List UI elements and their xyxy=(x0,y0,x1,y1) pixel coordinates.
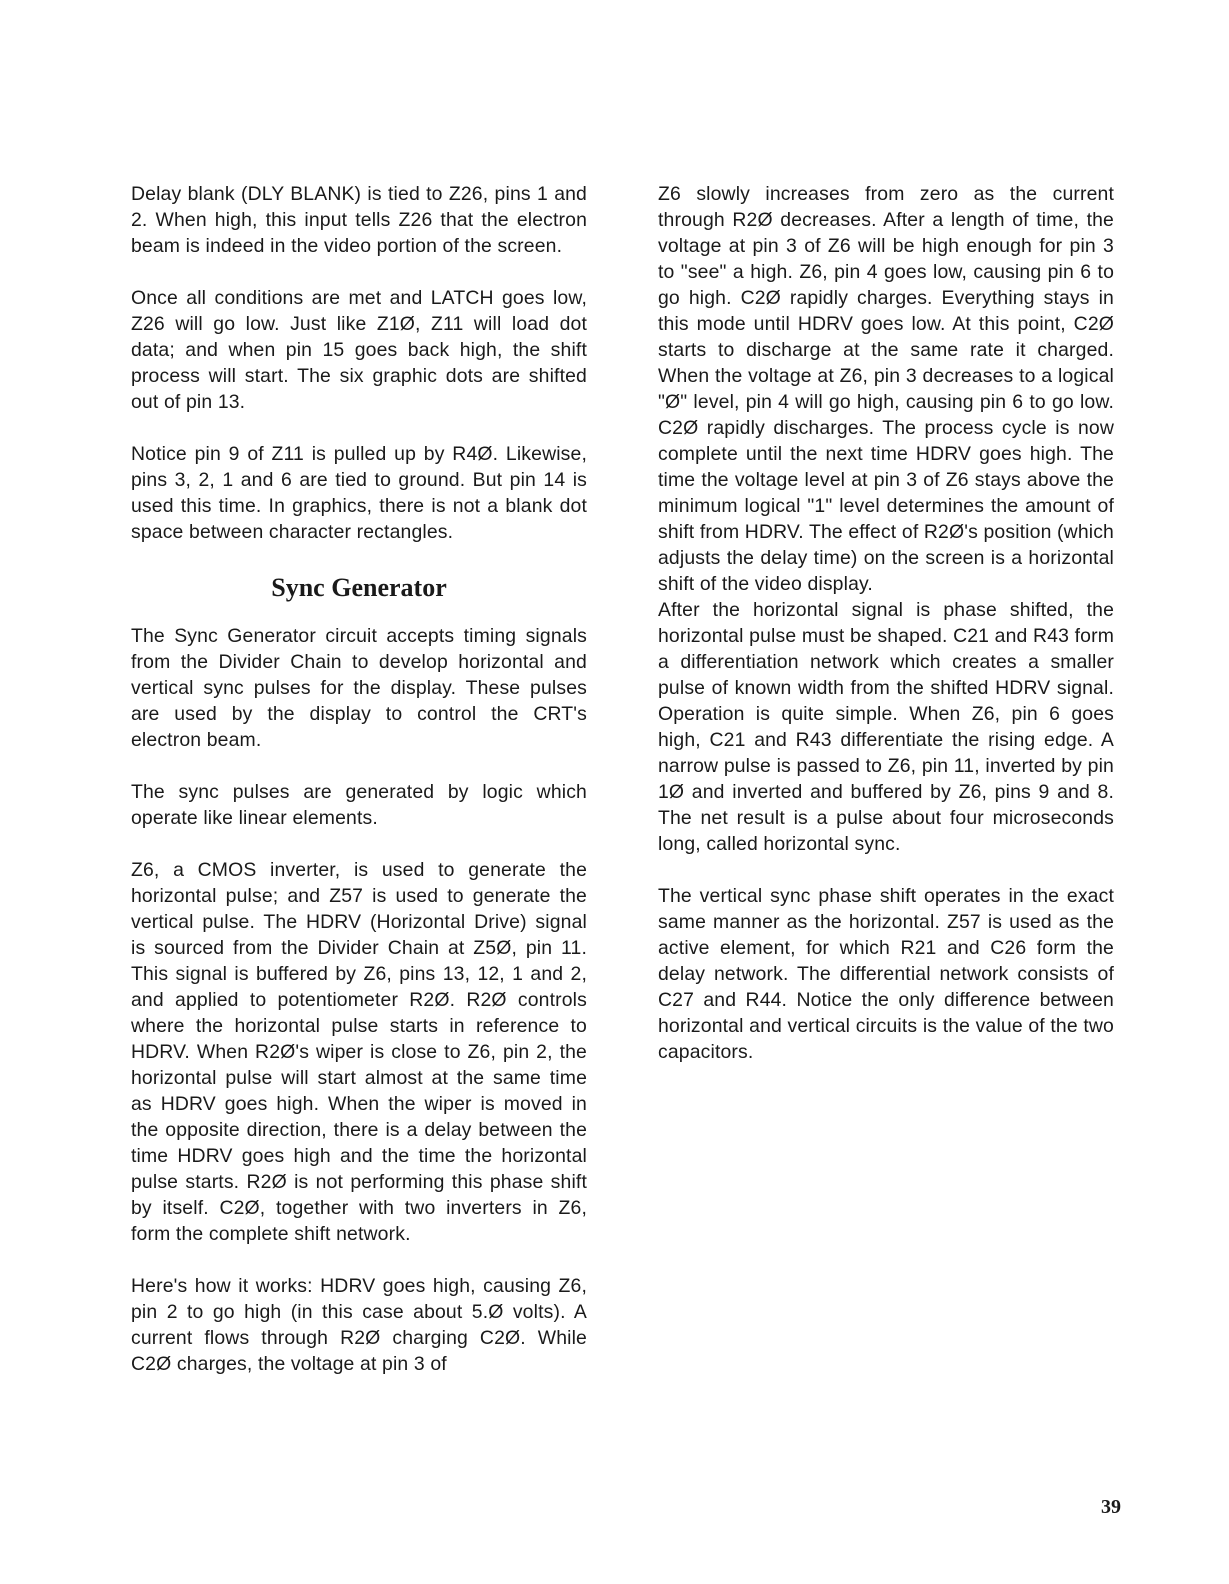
paragraph-how-it-works: Here's how it works: HDRV goes high, causing Z6, pin 2 to go high (in this case about 5.Ø volts). A current flows through R2Ø charging C2Ø. While C2Ø charges, the voltage at pin 3 of xyxy=(131,1275,587,1375)
paragraph-pulse-shaping: After the horizontal signal is phase shifted, the horizontal pulse must be shaped. C21 and R43 form a differentiation network which creates a smaller pulse of known width from the shifted HDRV signal. Operation is quite simple. When Z6, pin 6 goes high, C21 and R43 differentiate the rising edge. A narrow pulse is passed to Z6, pin 11, inverted by pin 1Ø and inverted and buffered by Z6, pins 9 and 8. The net result is a pulse about four microseconds long, called horizontal sync. xyxy=(658,599,1114,855)
paragraph-pin9: Notice pin 9 of Z11 is pulled up by R4Ø. Likewise, pins 3, 2, 1 and 6 are tied to ground. But pin 14 is used this time. In graphics, there is not a blank dot space between character rectangles. xyxy=(131,443,587,543)
paragraph-charge-cycle: Z6 slowly increases from zero as the current through R2Ø decreases. After a length of time, the voltage at pin 3 of Z6 will be high enough for pin 3 to "see" a high. Z6, pin 4 goes low, causing pin 6 to go high. C2Ø rapidly charges. Everything stays in this mode until HDRV goes low. At this point, C2Ø starts to discharge at the same rate it charged. When the voltage at Z6, pin 3 decreases to a logical "Ø" level, pin 4 will go high, causing pin 6 to go low. C2Ø rapidly discharges. The process cycle is now complete until the next time HDRV goes high. The time the voltage level at pin 3 of Z6 stays above the minimum logical "1" level determines the amount of shift from HDRV. The effect of R2Ø's position (which adjusts the delay time) on the screen is a horizontal shift of the video display. xyxy=(658,183,1114,595)
left-column xyxy=(131,181,587,1377)
right-column xyxy=(658,181,1114,1091)
paragraph-cmos-inverter: Z6, a CMOS inverter, is used to generate the horizontal pulse; and Z57 is used to generate the vertical pulse. The HDRV (Horizontal Drive) signal is sourced from the Divider Chain at Z5Ø, pin 11. This signal is buffered by Z6, pins 13, 12, 1 and 2, and applied to potentiometer R2Ø. R2Ø controls where the horizontal pulse starts in reference to HDRV. When R2Ø's wiper is close to Z6, pin 2, the horizontal pulse will start almost at the same time as HDRV goes high. When the wiper is moved in the opposite direction, there is a delay between the time HDRV goes high and the time the horizontal pulse starts. R2Ø is not performing this phase shift by itself. C2Ø, together with two inverters in Z6, form the complete shift network. xyxy=(131,859,587,1245)
section-heading: Sync Generator xyxy=(271,573,447,602)
paragraph-latch: Once all conditions are met and LATCH goes low, Z26 will go low. Just like Z1Ø, Z11 will load dot data; and when pin 15 goes back high, the shift process will start. The six graphic dots are shifted out of pin 13. xyxy=(131,287,587,413)
page-number: 39 xyxy=(1101,1496,1121,1518)
paragraph-sync-logic: The sync pulses are generated by logic which operate like linear elements. xyxy=(131,781,587,829)
paragraph-vertical-sync: The vertical sync phase shift operates in the exact same manner as the horizontal. Z57 is used as the active element, for which R21 and C26 form the delay network. The differential network consists of C27 and R44. Notice the only difference between horizontal and vertical circuits is the value of the two capacitors. xyxy=(658,885,1114,1063)
paragraph-dly-blank: Delay blank (DLY BLANK) is tied to Z26, pins 1 and 2. When high, this input tells Z26 that the electron beam is indeed in the video portion of the screen. xyxy=(131,183,587,257)
paragraph-sync-intro: The Sync Generator circuit accepts timing signals from the Divider Chain to develop horizontal and vertical sync pulses for the display. These pulses are used by the display to control the CRT's electron beam. xyxy=(131,625,587,751)
